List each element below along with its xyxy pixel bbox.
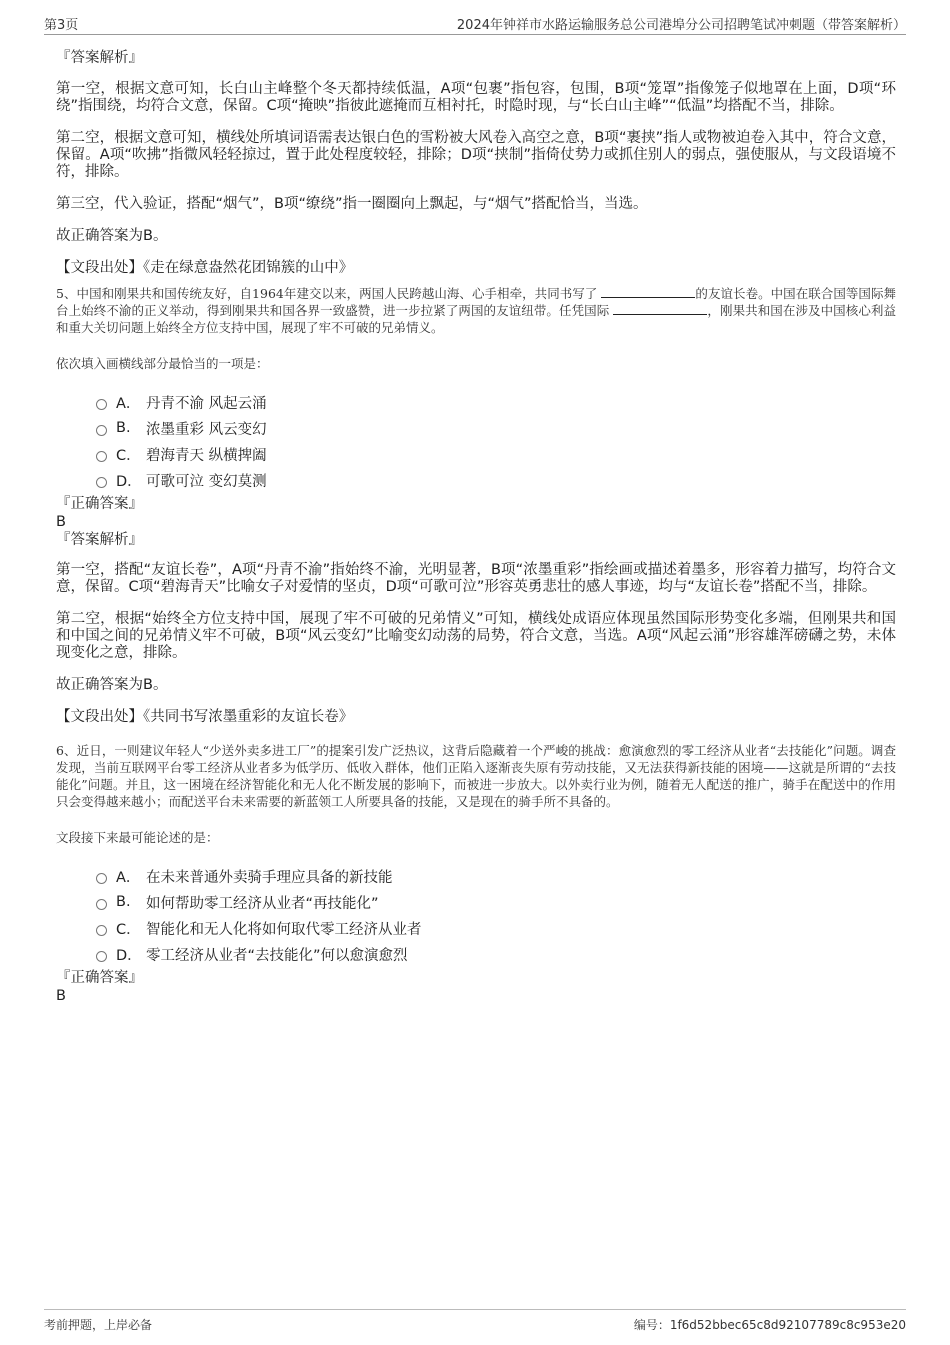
source-citation: 【文段出处】《走在绿意盎然花团锦簇的山中》 (56, 260, 354, 276)
analysis-label: 『答案解析』 (56, 50, 143, 66)
page-footer (44, 1309, 906, 1336)
radio-icon[interactable] (96, 873, 107, 884)
option-d[interactable]: D． 零工经济从业者“去技能化”何以愈演愈烈 (96, 941, 896, 967)
question-prompt: 文段接下来最可能论述的是： (56, 830, 219, 845)
analysis-paragraph: 第二空，根据文意可知，横线处所填词语需表达银白色的雪粉被大风卷入高空之意，B项“裹挟”指人或物被迫卷入其中，符合文意，保留。A项“吹拂”指微风轻轻掠过，置于此处程度较轻，排除；D项“挟制”指倚仗势力或抓住别人的弱点，强使服从，与文段语境不符，排除。 (56, 130, 896, 180)
radio-icon[interactable] (96, 951, 107, 962)
radio-icon[interactable] (96, 477, 107, 488)
analysis-label: 『答案解析』 (56, 532, 143, 548)
document-title: 2024年钟祥市水路运输服务总公司港埠分公司招聘笔试冲刺题（带答案解析） (456, 18, 906, 33)
correct-answer-label: 『正确答案』 (56, 970, 143, 986)
option-list (96, 389, 896, 493)
source-citation: 【文段出处】《共同书写浓墨重彩的友谊长卷》 (56, 709, 354, 725)
page-header (44, 14, 906, 35)
footer-slogan: 考前押题，上岸必备 (44, 1318, 153, 1332)
correct-answer: B (56, 988, 66, 1004)
radio-icon[interactable] (96, 925, 107, 936)
radio-icon[interactable] (96, 399, 107, 410)
option-a[interactable]: A． 在未来普通外卖骑手理应具备的新技能 (96, 863, 896, 889)
option-c[interactable]: C． 碧海青天 纵横捭阖 (96, 441, 896, 467)
analysis-paragraph: 第二空，根据“始终全方位支持中国，展现了牢不可破的兄弟情义”可知，横线处成语应体现虽然国际形势变化多端，但刚果共和国和中国之间的兄弟情义牢不可破，B项“风云变幻”比喻变幻动荡的局势，符合文意，当选。A项“风起云涌”形容雄浑磅礴之势，未体现变化之意，排除。 (56, 611, 896, 661)
fill-blank (613, 302, 707, 315)
question-prompt: 依次填入画横线部分最恰当的一项是： (56, 356, 269, 371)
correct-answer-label: 『正确答案』 (56, 496, 143, 512)
fill-blank (601, 285, 695, 298)
radio-icon[interactable] (96, 899, 107, 910)
page-number: 第3页 (44, 18, 79, 33)
analysis-paragraph: 第一空，根据文意可知，长白山主峰整个冬天都持续低温，A项“包裹”指包容，包围，B项“笼罩”指像笼子似地罩在上面，D项“环绕”指围绕，均符合文意，保留。C项“掩映”指彼此遮掩而互相衬托，时隐时现，与“长白山主峰”“低温”均搭配不当，排除。 (56, 81, 896, 114)
option-b[interactable]: B. 如何帮助零工经济从业者“再技能化” (96, 889, 896, 915)
analysis-paragraph: 第一空，搭配“友谊长卷”，A项“丹青不渝”指始终不渝，光明显著，B项“浓墨重彩”指绘画或描述着墨多，形容着力描写，均符合文意，保留。C项“碧海青天”比喻女子对爱情的坚贞，D项“可歌可泣”形容英勇悲壮的感人事迹，均与“友谊长卷”搭配不当，排除。 (56, 562, 896, 595)
question-6-stem: 6、近日，一则建议年轻人“少送外卖多进工厂”的提案引发广泛热议，这背后隐藏着一个严峻的挑战：愈演愈烈的零工经济从业者“去技能化”问题。调查发现，当前互联网平台零工经济从业者多为低学历、低收入群体，他们正陷入逐渐丧失原有劳动技能，又无法获得新技能的困境——这就是所谓的“去技能化”问题。并且，这一困境在经济智能化和无人化不断发展的影响下，而被进一步放大。以外卖行业为例，随着无人配送的推广，骑手在配送中的作用只会变得越来越小；而配送平台未来需要的新蓝领工人所要具备的技能，又是现在的骑手所不具备的。 (56, 743, 896, 809)
question-5-stem: 5、中国和刚果共和国传统友好，自1964年建交以来，两国人民跨越山海、心手相牵，共同书写了 的友谊长卷。中国在联合国等国际舞台上始终不渝的正义举动，得到刚果共和国各界一致盛赞，进一步拉紧了两国的友谊纽带。任凭国际 ，刚果共和国在涉及中国核心利益和重大关切问题上始终全方位支持中国，展现了牢不可破的兄弟情义。 (56, 286, 896, 335)
radio-icon[interactable] (96, 451, 107, 462)
conclusion: 故正确答案为B。 (56, 677, 168, 693)
analysis-paragraph: 第三空，代入验证，搭配“烟气”，B项“缭绕”指一圈圈向上飘起，与“烟气”搭配恰当，当选。 (56, 196, 648, 212)
correct-answer: B (56, 514, 66, 530)
page-content (56, 45, 896, 1005)
option-a[interactable]: A． 丹青不渝 风起云涌 (96, 389, 896, 415)
document-id: 编号：1f6d52bbec65c8d92107789c8c953e20 (633, 1318, 906, 1332)
radio-icon[interactable] (96, 425, 107, 436)
option-b[interactable]: B. 浓墨重彩 风云变幻 (96, 415, 896, 441)
option-c[interactable]: C． 智能化和无人化将如何取代零工经济从业者 (96, 915, 896, 941)
option-d[interactable]: D． 可歌可泣 变幻莫测 (96, 467, 896, 493)
option-list (96, 863, 896, 967)
conclusion: 故正确答案为B。 (56, 228, 168, 244)
